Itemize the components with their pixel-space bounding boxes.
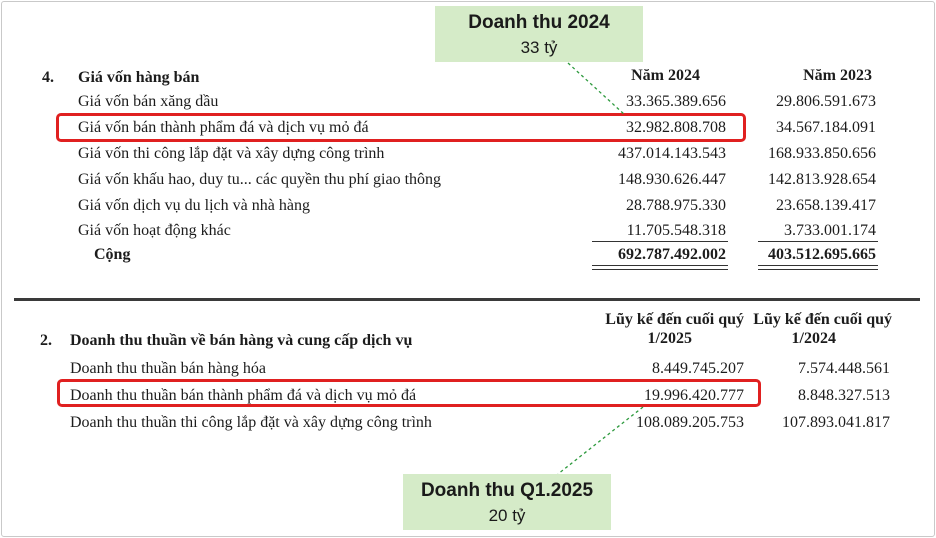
leader-line-bottom	[558, 407, 643, 474]
total-value-2024: 692.787.492.002	[618, 246, 726, 263]
row-value-2023: 29.806.591.673	[776, 93, 876, 110]
row-label: Giá vốn bán xăng dầu	[78, 93, 219, 110]
section-title: Doanh thu thuần về bán hàng và cung cấp dịch vụ	[70, 332, 413, 349]
row-label: Giá vốn bán thành phẩm đá và dịch vụ mỏ đá	[78, 119, 369, 136]
row-value-q1-2025: 108.089.205.753	[636, 414, 744, 431]
row-value-q1-2024: 7.574.448.561	[798, 360, 890, 377]
row-label: Doanh thu thuần bán hàng hóa	[70, 360, 266, 377]
row-value-q1-2025: 19.996.420.777	[644, 387, 744, 404]
callout-revenue-2024	[435, 6, 643, 62]
total-value-2023: 403.512.695.665	[768, 246, 876, 263]
section-number: 2.	[40, 332, 52, 349]
callout-revenue-q1-2025	[403, 474, 611, 530]
section-title: Giá vốn hàng bán	[78, 69, 200, 86]
column-header-q1-2024-line1: Lũy kế đến cuối quý	[753, 311, 892, 328]
row-value-2023: 142.813.928.654	[768, 171, 876, 188]
row-value-2024: 33.365.389.656	[626, 93, 726, 110]
row-value-2023: 3.733.001.174	[784, 222, 876, 239]
row-value-q1-2024: 8.848.327.513	[798, 387, 890, 404]
row-value-2023: 34.567.184.091	[776, 119, 876, 136]
row-value-2024: 11.705.548.318	[626, 222, 726, 239]
row-label: Giá vốn hoạt động khác	[78, 222, 231, 239]
row-value-2024: 28.788.975.330	[626, 197, 726, 214]
callout-title: Doanh thu 2024	[468, 12, 610, 33]
total-label: Cộng	[94, 246, 131, 263]
row-label: Giá vốn dịch vụ du lịch và nhà hàng	[78, 197, 310, 214]
row-value-q1-2024: 107.893.041.817	[782, 414, 890, 431]
column-header-2023: Năm 2023	[803, 67, 872, 84]
column-header-q1-2025-line1: Lũy kế đến cuối quý	[605, 311, 744, 328]
column-header-q1-2024-line2: 1/2024	[791, 330, 836, 347]
column-header-q1-2025-line2: 1/2025	[647, 330, 692, 347]
row-label: Doanh thu thuần bán thành phẩm đá và dịch vụ mỏ đá	[70, 387, 417, 404]
row-value-2023: 168.933.850.656	[768, 145, 876, 162]
row-label: Giá vốn khấu hao, duy tu... các quyền thu phí giao thông	[78, 171, 442, 188]
column-header-2024: Năm 2024	[631, 67, 700, 84]
callout-value: 20 tỷ	[488, 506, 526, 525]
row-value-2023: 23.658.139.417	[776, 197, 876, 214]
callout-value: 33 tỷ	[520, 38, 558, 57]
row-value-2024: 437.014.143.543	[618, 145, 726, 162]
row-value-2024: 148.930.626.447	[618, 171, 726, 188]
callout-title: Doanh thu Q1.2025	[420, 480, 594, 501]
section-number: 4.	[42, 69, 54, 86]
row-label: Giá vốn thi công lắp đặt và xây dựng công trình	[78, 145, 385, 162]
row-label: Doanh thu thuần thi công lắp đặt và xây dựng công trình	[70, 414, 432, 431]
row-value-2024: 32.982.808.708	[626, 119, 726, 136]
row-value-q1-2025: 8.449.745.207	[652, 360, 744, 377]
leader-line-top	[568, 63, 625, 115]
